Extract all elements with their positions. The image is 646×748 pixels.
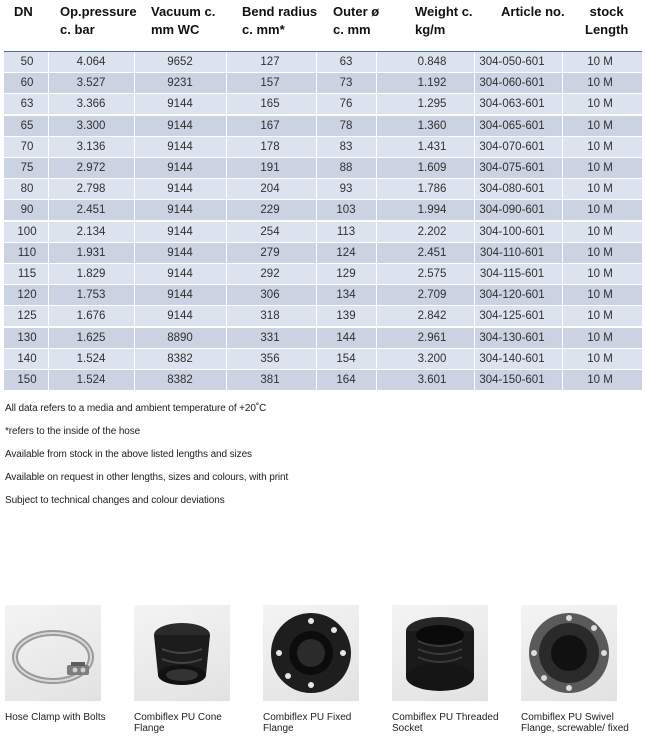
table-cell: 76 <box>339 98 353 111</box>
table-row <box>4 370 642 390</box>
table-cell: 1.994 <box>417 204 447 217</box>
table-cell: 154 <box>336 352 356 365</box>
table-cell: 63 <box>20 98 34 111</box>
table-cell: 304-140-601 <box>479 352 545 365</box>
table-cell: 3.366 <box>76 98 106 111</box>
table-cell: 1.524 <box>76 374 106 386</box>
table-cell: 130 <box>17 331 37 344</box>
header-dn: DN <box>14 4 33 19</box>
table-cell: 125 <box>17 310 37 323</box>
table-cell: 9144 <box>167 204 193 217</box>
table-cell: 304-065-601 <box>479 119 545 132</box>
table-cell: 10 M <box>587 268 613 280</box>
table-row <box>4 222 642 242</box>
table-cell: 1.609 <box>417 162 447 174</box>
table-cell: 165 <box>260 98 280 111</box>
product-caption: Combiflex PU Fixed Flange <box>263 712 352 734</box>
table-cell: 2.709 <box>417 289 447 302</box>
table-cell: 124 <box>336 246 356 259</box>
table-cell: 78 <box>339 119 353 132</box>
table-cell: 1.829 <box>76 268 106 280</box>
table-cell: 144 <box>336 331 356 344</box>
column-separator <box>562 52 563 391</box>
table-cell: 3.300 <box>76 119 106 132</box>
table-cell: 304-075-601 <box>479 162 545 174</box>
table-cell: 1.360 <box>417 119 447 132</box>
table-cell: 304-150-601 <box>479 374 545 386</box>
header-article-no: Article no. <box>501 4 565 19</box>
table-cell: 10 M <box>587 374 613 386</box>
table-cell: 229 <box>260 204 280 217</box>
table-cell: 10 M <box>587 183 613 196</box>
table-cell: 65 <box>20 119 34 132</box>
table-cell: 73 <box>339 77 353 90</box>
product-cone-flange <box>134 605 254 745</box>
table-cell: 2.451 <box>76 204 106 217</box>
table-cell: 3.200 <box>417 352 447 365</box>
table-row <box>4 158 642 178</box>
table-cell: 10 M <box>587 77 613 90</box>
product-swivel-flange <box>521 605 641 745</box>
table-cell: 306 <box>260 289 280 302</box>
table-cell: 304-115-601 <box>479 268 545 280</box>
table-cell: 127 <box>260 56 280 68</box>
table-cell: 75 <box>20 162 34 174</box>
header-stock-length: stock Length <box>585 4 629 37</box>
table-cell: 381 <box>260 374 280 386</box>
table-cell: 9144 <box>167 98 193 111</box>
header-vacuum: Vacuum c. mm WC <box>151 4 216 37</box>
note-temperature: All data refers to a media and ambient temperature of +20˚C <box>5 403 267 414</box>
table-cell: 8382 <box>167 374 193 386</box>
table-cell: 9144 <box>167 289 193 302</box>
table-cell: 9144 <box>167 246 193 259</box>
table-cell: 10 M <box>587 352 613 365</box>
table-row <box>4 73 642 93</box>
table-cell: 10 M <box>587 310 613 323</box>
table-cell: 1.676 <box>76 310 106 323</box>
header-weight: Weight c. kg/m <box>415 4 473 37</box>
table-row <box>4 179 642 199</box>
product-caption: Combiflex PU Cone Flange <box>134 712 222 734</box>
table-cell: 134 <box>336 289 356 302</box>
table-row <box>4 285 642 305</box>
product-caption: Hose Clamp with Bolts <box>5 712 106 723</box>
table-cell: 140 <box>17 352 37 365</box>
table-cell: 9144 <box>167 162 193 174</box>
table-cell: 9144 <box>167 140 193 153</box>
table-cell: 4.064 <box>76 56 106 68</box>
table-cell: 2.451 <box>417 246 447 259</box>
table-row <box>4 349 642 369</box>
table-cell: 103 <box>336 204 356 217</box>
table-cell: 292 <box>260 268 280 280</box>
table-cell: 304-060-601 <box>479 77 545 90</box>
table-cell: 1.931 <box>76 246 106 259</box>
table-cell: 63 <box>339 56 353 68</box>
table-cell: 115 <box>17 268 37 280</box>
table-cell: 10 M <box>587 98 613 111</box>
table-cell: 100 <box>17 225 37 238</box>
table-cell: 88 <box>339 162 353 174</box>
table-cell: 70 <box>20 140 34 153</box>
table-cell: 3.136 <box>76 140 106 153</box>
table-cell: 10 M <box>587 119 613 132</box>
table-cell: 9144 <box>167 310 193 323</box>
column-separator <box>226 52 227 391</box>
table-cell: 304-063-601 <box>479 98 545 111</box>
table-cell: 318 <box>260 310 280 323</box>
table-cell: 9144 <box>167 119 193 132</box>
table-row <box>4 328 642 348</box>
table-cell: 93 <box>339 183 353 196</box>
table-cell: 9144 <box>167 183 193 196</box>
note-stock: Available from stock in the above listed lengths and sizes <box>5 449 252 460</box>
table-cell: 139 <box>336 310 356 323</box>
table-cell: 304-080-601 <box>479 183 545 196</box>
table-cell: 90 <box>20 204 34 217</box>
product-threaded-socket <box>392 605 512 745</box>
table-cell: 164 <box>336 374 356 386</box>
column-separator <box>48 52 49 391</box>
table-cell: 2.575 <box>417 268 447 280</box>
table-cell: 3.601 <box>417 374 447 386</box>
table-cell: 1.192 <box>417 77 447 90</box>
table-cell: 10 M <box>587 204 613 217</box>
table-cell: 1.625 <box>76 331 106 344</box>
table-cell: 9144 <box>167 268 193 280</box>
product-caption: Combiflex PU Swivel Flange, screwable/ fixed <box>521 712 629 734</box>
table-cell: 10 M <box>587 56 613 68</box>
table-cell: 279 <box>260 246 280 259</box>
column-separator <box>474 52 475 391</box>
header-bend-radius: Bend radius c. mm* <box>242 4 318 37</box>
header-op-pressure: Op.pressure c. bar <box>60 4 137 37</box>
fixed-flange-icon <box>263 605 359 701</box>
table-cell: 10 M <box>587 225 613 238</box>
column-separator <box>316 52 317 391</box>
table-cell: 304-050-601 <box>479 56 545 68</box>
table-row <box>4 137 642 157</box>
table-cell: 10 M <box>587 162 613 174</box>
table-cell: 110 <box>17 246 37 259</box>
cone-flange-icon <box>134 605 230 701</box>
table-cell: 2.202 <box>417 225 447 238</box>
table-cell: 204 <box>260 183 280 196</box>
table-cell: 10 M <box>587 289 613 302</box>
table-cell: 304-070-601 <box>479 140 545 153</box>
product-caption: Combiflex PU Threaded Socket <box>392 712 499 734</box>
table-cell: 113 <box>336 225 356 238</box>
table-cell: 331 <box>260 331 280 344</box>
table-cell: 1.753 <box>76 289 106 302</box>
table-cell: 150 <box>17 374 37 386</box>
table-cell: 304-120-601 <box>479 289 545 302</box>
product-hose-clamp <box>5 605 125 745</box>
note-changes: Subject to technical changes and colour deviations <box>5 495 225 506</box>
table-row <box>4 264 642 284</box>
column-separator <box>134 52 135 391</box>
table-cell: 304-125-601 <box>479 310 545 323</box>
hose-clamp-icon <box>5 605 101 701</box>
table-cell: 304-090-601 <box>479 204 545 217</box>
table-cell: 129 <box>336 268 356 280</box>
table-cell: 157 <box>260 77 280 90</box>
table-cell: 80 <box>20 183 34 196</box>
table-cell: 191 <box>260 162 280 174</box>
table-cell: 2.972 <box>76 162 106 174</box>
table-cell: 1.431 <box>417 140 447 153</box>
swivel-flange-icon <box>521 605 617 701</box>
table-cell: 1.524 <box>76 352 106 365</box>
table-row <box>4 52 642 72</box>
table-row <box>4 200 642 220</box>
table-cell: 10 M <box>587 331 613 344</box>
table-cell: 304-100-601 <box>479 225 545 238</box>
table-cell: 2.842 <box>417 310 447 323</box>
table-row <box>4 243 642 263</box>
table-header <box>0 0 646 52</box>
table-cell: 304-130-601 <box>479 331 545 344</box>
table-cell: 9652 <box>167 56 193 68</box>
note-on-request: Available on request in other lengths, sizes and colours, with print <box>5 472 289 483</box>
table-cell: 1.295 <box>417 98 447 111</box>
table-cell: 356 <box>260 352 280 365</box>
table-cell: 178 <box>260 140 280 153</box>
table-cell: 254 <box>260 225 280 238</box>
table-row <box>4 94 642 114</box>
product-fixed-flange <box>263 605 383 745</box>
note-inside-hose: *refers to the inside of the hose <box>5 426 141 437</box>
table-cell: 9144 <box>167 225 193 238</box>
table-cell: 9231 <box>167 77 193 90</box>
table-cell: 2.798 <box>76 183 106 196</box>
table-cell: 60 <box>20 77 34 90</box>
threaded-socket-icon <box>392 605 488 701</box>
table-cell: 0.848 <box>417 56 447 68</box>
table-cell: 3.527 <box>76 77 106 90</box>
table-row <box>4 306 642 326</box>
table-cell: 8382 <box>167 352 193 365</box>
table-cell: 10 M <box>587 140 613 153</box>
table-cell: 2.961 <box>417 331 447 344</box>
table-cell: 8890 <box>167 331 193 344</box>
table-cell: 1.786 <box>417 183 447 196</box>
table-cell: 167 <box>260 119 280 132</box>
header-outer-diameter: Outer ø c. mm <box>333 4 380 37</box>
table-cell: 120 <box>17 289 37 302</box>
table-cell: 2.134 <box>76 225 106 238</box>
table-row <box>4 116 642 136</box>
table-cell: 83 <box>339 140 353 153</box>
table-cell: 304-110-601 <box>479 246 545 259</box>
table-cell: 50 <box>20 56 34 68</box>
table-cell: 10 M <box>587 246 613 259</box>
column-separator <box>376 52 377 391</box>
